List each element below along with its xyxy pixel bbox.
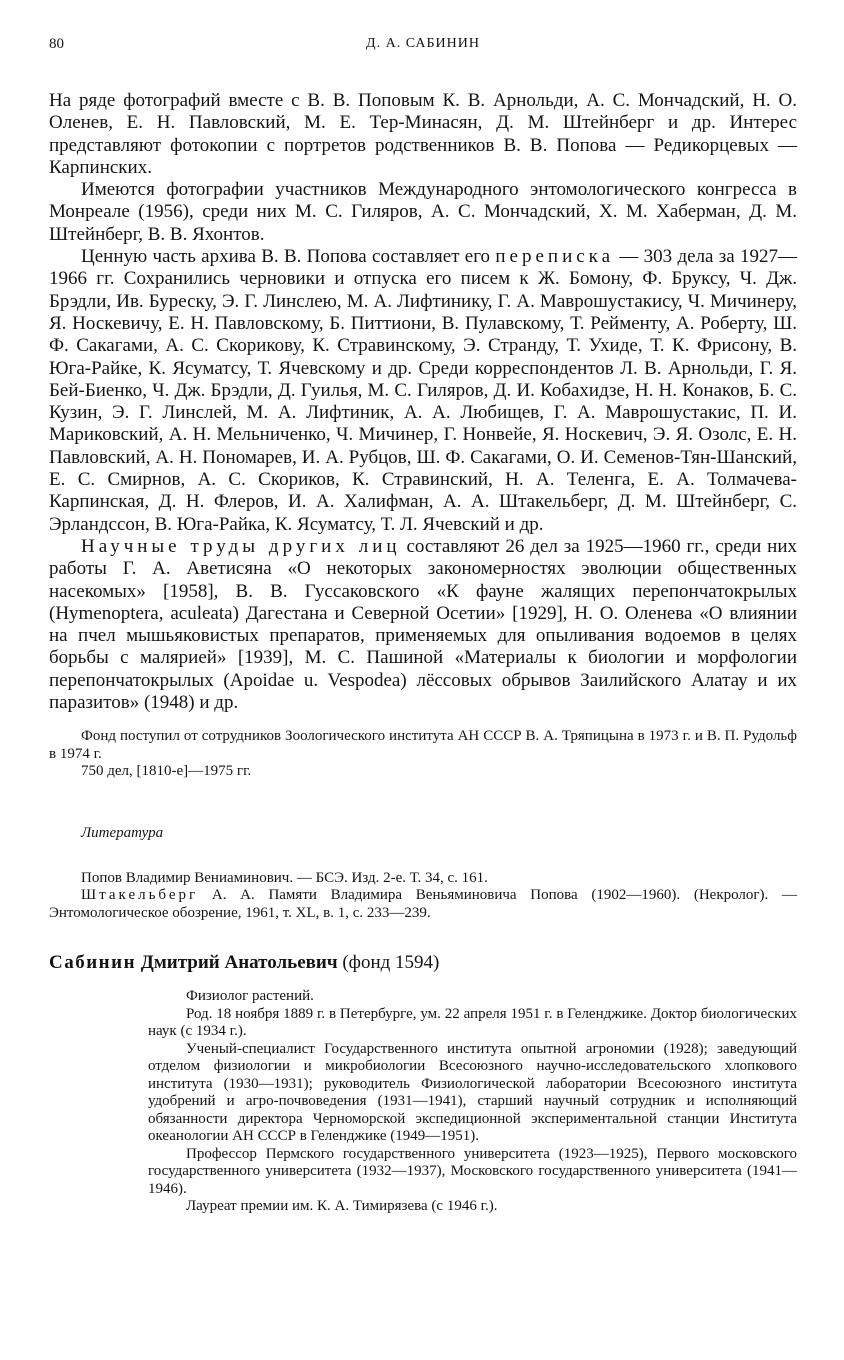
bio-paragraph: Лауреат премии им. К. А. Тимирязева (с 1946 г.). — [186, 1198, 498, 1215]
page-number: 80 — [49, 36, 64, 52]
fond-notes — [49, 728, 797, 781]
literature-item-text: А. А. Памяти Владимира Веньяминовича Попова (1902—1960). (Некролог). — Энтомологическое обозрение, 1961, т. XL, в. 1, с. 233—239. — [49, 887, 797, 921]
correspondence-intro: Ценную часть архива В. В. Попова составляет его — [81, 246, 491, 268]
literature-item-text: Попов Владимир Вениаминович. — БСЭ. Изд. 2-е. Т. 34, с. 161. — [81, 869, 488, 886]
bio-paragraph: Ученый-специалист Государственного института опытной агрономии (1928); заведующий отделом физиологии и микробиологии Всесоюзного научно-исследовательского хлопкового института (1930—1931); руководитель Физиологической лаборатории Всесоюзного института удобрений и агро-почвоведения (1931—1941), старший научный сотрудник и исполняющий обязанности директора Черноморской экспедиционной экспериментальной станции Института океанологии АН СССР в Геленджике (1949—1951). — [148, 1040, 797, 1145]
paragraph-photos: На ряде фотографий вместе с В. В. Поповым К. В. Арнольди, А. С. Мончадский, Н. О. Оленев, Е. Н. Павловский, М. Е. Тер-Минасян, Д. М. Штейнберг и др. Интерес представляют фотокопии с портретов родственников В. В. Попова — Редикорцевых — Карпинских. — [49, 90, 797, 178]
running-head: Д. А. САБИНИН — [366, 36, 480, 51]
main-text — [49, 90, 797, 714]
fond-number: (фонд 1594) — [342, 952, 440, 974]
correspondence-text: — 303 дела за 1927—1966 гг. Сохранились черновики и отпуска его писем к Ж. Бомону, Ф. Бруксу, Ч. Дж. Брэдли, Ив. Буреску, Э. Г. Линслею, М. А. Лифтинику, Г. А. Маврошустакису, Ч. Мичинеру, Я. Носкевичу, Е. Н. Павловскому, Б. Питтиони, В. Пулавскому, Т. Рейменту, А. Роберту, Ш. Ф. Сакагами, А. С. Скорикову, К. Стравинскому, Э. Странду, Т. Ухиде, Т. К. Фрисону, В. Юга-Райке, К. Ясуматсу, Т. Ячевскому и др. Среди корреспондентов Л. В. Арнольди, Г. Я. Бей-Биенко, Ч. Дж. Брэдли, Д. Гуилья, М. С. Гиляров, Д. И. Кобахидзе, Н. Н. Конаков, Б. С. Кузин, Э. Г. Линслей, М. А. Лифтиник, А. А. Любищев, Г. А. Маврошустакис, П. И. Мариковский, А. Н. Мельниченко, Ч. Мичинер, Г. Нонвейе, Я. Носкевич, Э. Я. Озолс, Е. Н. Павловский, А. Н. Пономарев, И. А. Рубцов, Ш. Ф. Сакагами, О. И. Семенов-Тян-Шанский, Е. С. Смирнов, А. С. Скориков, К. Стравинский, Н. А. Теленга, Е. А. Толмачева-Карпинская, Д. Н. Флеров, И. А. Халифман, А. А. Штакельберг, Д. М. Штейнберг, С. Эрландссон, В. Юга-Райка, К. Ясуматсу, Т. Л. Ячевский и др. — [49, 246, 798, 535]
bio-paragraph: Физиолог растений. — [186, 988, 314, 1005]
fond-given-name: Дмитрий Анатольевич — [140, 952, 338, 974]
literature-item — [49, 870, 797, 888]
paragraph-other-works — [49, 536, 797, 714]
correspondence-spaced-term: переписка — [495, 246, 615, 268]
fond-title — [49, 952, 797, 974]
literature-list — [49, 870, 797, 923]
fond-biography — [148, 988, 797, 1216]
fond-size-note: 750 дел, [1810-е]—1975 гг. — [81, 763, 252, 780]
other-works-spaced-term: Научные труды других лиц — [81, 535, 401, 557]
fond-origin-note: Фонд поступил от сотрудников Зоологического института АН СССР В. А. Тряпицына в 1973 г. и В. П. Рудольф в 1974 г. — [49, 728, 797, 762]
other-works-text: составляют 26 дел за 1925—1960 гг., среди них работы Г. А. Аветисяна «О некоторых закономерностях эволюции общественных насекомых» [1958], В. В. Гуссаковского «К фауне жалящих перепончатокрылых (Hymenoptera, aculeata) Дагестана и Северной Осетии» [1929], Н. О. Оленева «О влиянии на пчел мышьяковистых препаратов, применяемых для опыливания водоемов в целях борьбы с малярией» [1939], М. С. Пашиной «Материалы к биологии и морфологии перепончатокрылых (Apoidae u. Vespodea) лёссовых обрывов Заилийского Алатау и их паразитов» (1948) и др. — [49, 535, 798, 714]
bio-paragraph: Род. 18 ноября 1889 г. в Петербурге, ум. 22 апреля 1951 г. в Геленджике. Доктор биологических наук (с 1934 г.). — [148, 1005, 797, 1040]
literature-item-author: Штакельберг — [81, 887, 199, 904]
literature-item — [49, 887, 797, 922]
page-header — [49, 30, 797, 60]
fond-surname: Сабинин — [49, 952, 137, 974]
literature-heading: Литература — [81, 824, 164, 841]
document-page — [49, 30, 797, 1216]
paragraph-correspondence — [49, 246, 797, 536]
paragraph-congress-photos: Имеются фотографии участников Международного энтомологического конгресса в Монреале (1956), среди них М. С. Гиляров, А. С. Мончадский, Х. М. Хаберман, Д. М. Штейнберг, В. В. Яхонтов. — [49, 179, 797, 245]
bio-paragraph: Профессор Пермского государственного университета (1923—1925), Первого московского государственного университета (1932—1937), Московского государственного университета (1941—1946). — [148, 1145, 797, 1197]
